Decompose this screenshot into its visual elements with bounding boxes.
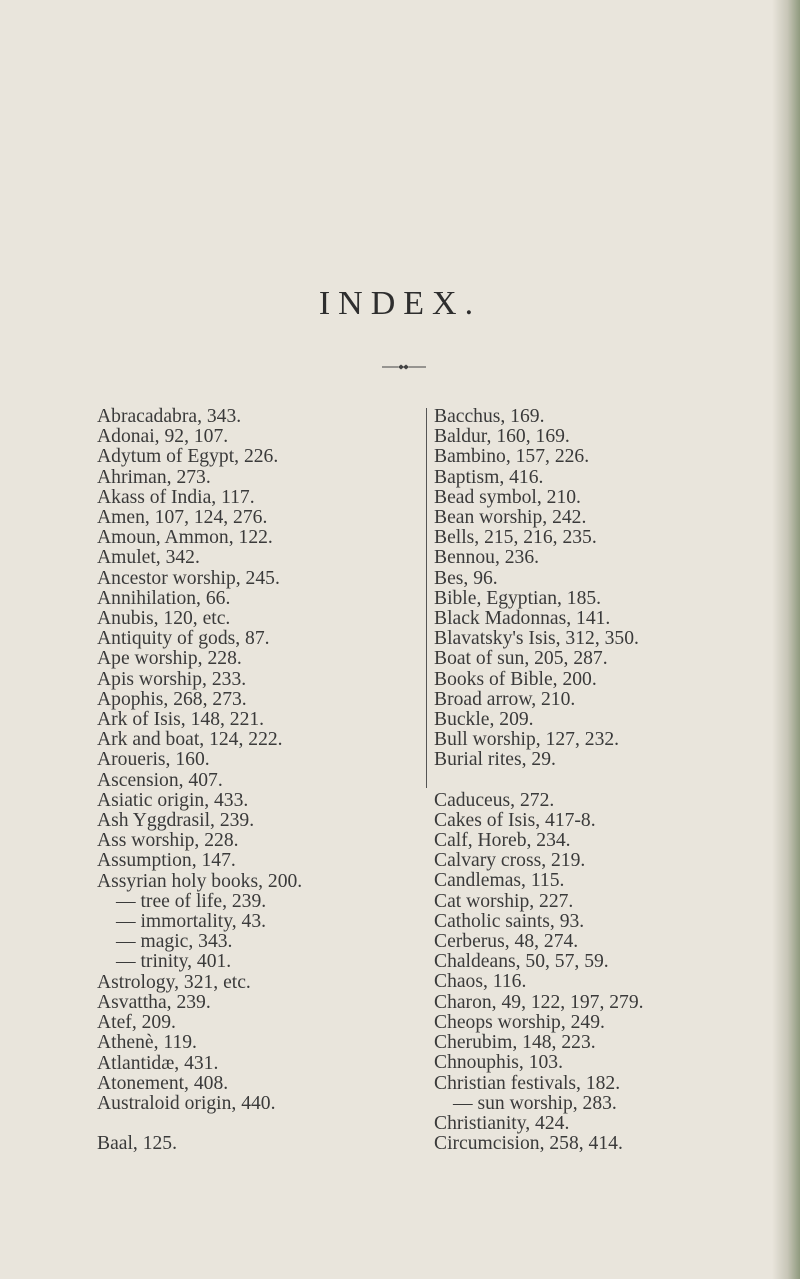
index-entry: Cat worship, 227. <box>434 890 574 912</box>
index-entry: Atonement, 408. <box>97 1072 229 1094</box>
index-entry: Boat of sun, 205, 287. <box>434 648 608 670</box>
index-entry: Atlantidæ, 431. <box>97 1052 219 1074</box>
column-rule <box>426 408 427 788</box>
index-entry: Buckle, 209. <box>434 709 534 731</box>
index-entry: Assumption, 147. <box>97 850 236 872</box>
index-entry: Amoun, Ammon, 122. <box>97 527 273 549</box>
index-entry: Burial rites, 29. <box>434 749 556 771</box>
index-entry: Australoid origin, 440. <box>97 1092 276 1114</box>
index-entry: Abracadabra, 343. <box>97 406 242 427</box>
index-column-left <box>97 407 442 1154</box>
index-entry: Caduceus, 272. <box>434 789 555 811</box>
index-subentry: — tree of life, 239. <box>116 890 267 912</box>
index-entry: Catholic saints, 93. <box>434 910 585 932</box>
index-entry: Ark and boat, 124, 222. <box>97 729 283 751</box>
index-entry: Anubis, 120, etc. <box>97 608 231 630</box>
index-entry: Bambino, 157, 226. <box>434 446 590 468</box>
index-entry: Bennou, 236. <box>434 547 540 569</box>
index-entry: Broad arrow, 210. <box>434 688 576 710</box>
index-entry: Adytum of Egypt, 226. <box>97 446 279 468</box>
index-entry: Chaldeans, 50, 57, 59. <box>434 951 609 973</box>
index-entry: Amulet, 342. <box>97 547 200 569</box>
index-subentry: — trinity, 401. <box>116 951 232 973</box>
index-entry: Cheops worship, 249. <box>434 1011 605 1033</box>
index-entry: Black Madonnas, 141. <box>434 608 611 630</box>
index-entry: Charon, 49, 122, 197, 279. <box>434 991 644 1013</box>
index-column-right <box>434 407 779 1154</box>
index-entry: Blavatsky's Isis, 312, 350. <box>434 628 639 650</box>
index-entry: Bead symbol, 210. <box>434 486 581 508</box>
index-entry: Books of Bible, 200. <box>434 668 597 690</box>
index-entry: Circumcision, 258, 414. <box>434 1133 623 1155</box>
index-entry: Cakes of Isis, 417-8. <box>434 809 596 831</box>
section-gap <box>434 771 779 791</box>
index-entry: Bull worship, 127, 232. <box>434 729 620 751</box>
index-entry: Asvattha, 239. <box>97 991 211 1013</box>
index-entry: Amen, 107, 124, 276. <box>97 507 268 529</box>
section-gap <box>97 1114 442 1134</box>
index-entry: Calvary cross, 219. <box>434 850 586 872</box>
index-subentry: — immortality, 43. <box>116 911 267 933</box>
index-entry: Apis worship, 233. <box>97 668 247 690</box>
index-entry: Ape worship, 228. <box>97 648 242 670</box>
index-entry: Cerberus, 48, 274. <box>434 931 579 953</box>
index-entry: Ash Yggdrasil, 239. <box>97 810 255 832</box>
index-entry: Bells, 215, 216, 235. <box>434 527 597 549</box>
index-subentry: — sun worship, 283. <box>453 1092 617 1114</box>
index-entry: Bean worship, 242. <box>434 507 587 529</box>
index-entry: Annihilation, 66. <box>97 587 231 609</box>
index-entry: Bacchus, 169. <box>434 406 545 427</box>
index-entry: Ahriman, 273. <box>97 466 211 488</box>
index-entry: Atef, 209. <box>97 1012 176 1034</box>
index-entry: Akass of India, 117. <box>97 486 255 508</box>
index-entry: Ancestor worship, 245. <box>97 567 280 589</box>
index-entry: Candlemas, 115. <box>434 870 565 892</box>
index-entry: Astrology, 321, etc. <box>97 971 251 993</box>
index-entry: Christianity, 424. <box>434 1112 570 1134</box>
index-entry: Aroueris, 160. <box>97 749 210 771</box>
index-entry: Adonai, 92, 107. <box>97 426 229 448</box>
index-entry: Baldur, 160, 169. <box>434 426 570 448</box>
index-subentry: — magic, 343. <box>116 931 233 953</box>
index-entry: Ass worship, 228. <box>97 830 239 852</box>
index-title: INDEX. <box>318 285 482 322</box>
index-entry: Apophis, 268, 273. <box>97 688 247 710</box>
index-entry: Assyrian holy books, 200. <box>97 870 303 892</box>
index-entry: Chaos, 116. <box>434 971 527 993</box>
index-entry: Antiquity of gods, 87. <box>97 628 270 650</box>
index-entry: Asiatic origin, 433. <box>97 789 249 811</box>
divider-ornament <box>382 363 426 371</box>
index-entry: Cherubim, 148, 223. <box>434 1032 596 1054</box>
index-entry: Calf, Horeb, 234. <box>434 830 571 852</box>
index-entry: Christian festivals, 182. <box>434 1072 621 1094</box>
index-entry: Athenè, 119. <box>97 1032 197 1054</box>
index-entry: Baal, 125. <box>97 1133 177 1155</box>
index-entry: Baptism, 416. <box>434 466 544 488</box>
index-entry: Chnouphis, 103. <box>434 1052 564 1074</box>
index-entry: Bible, Egyptian, 185. <box>434 587 602 609</box>
index-entry: Ascension, 407. <box>97 769 223 791</box>
index-entry: Ark of Isis, 148, 221. <box>97 709 265 731</box>
index-entry: Bes, 96. <box>434 567 498 589</box>
